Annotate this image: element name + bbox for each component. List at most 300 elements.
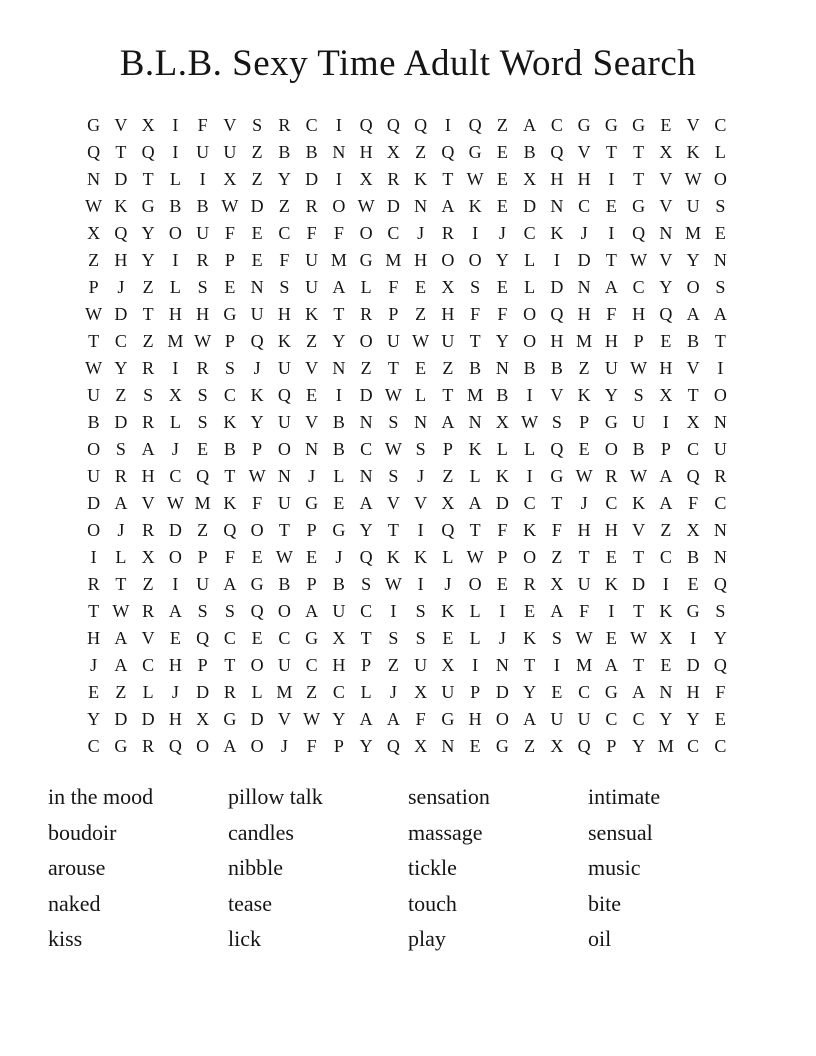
grid-cell: O: [250, 655, 264, 675]
grid-cell: O: [441, 250, 455, 270]
grid-cell: Y: [332, 709, 346, 729]
grid-cell: E: [496, 277, 508, 297]
grid-cell: W: [630, 250, 648, 270]
grid-cell: U: [223, 142, 237, 162]
grid-cell: N: [713, 250, 727, 270]
word-search-grid: [80, 112, 734, 760]
grid-cell: J: [417, 223, 425, 243]
grid-cell: K: [277, 331, 291, 351]
grid-cell: Z: [415, 142, 427, 162]
grid-cell: Q: [713, 655, 727, 675]
grid-cell: W: [575, 466, 593, 486]
grid-cell: V: [686, 115, 700, 135]
grid-cell: U: [305, 277, 319, 297]
grid-cell: N: [87, 169, 101, 189]
grid-cell: Z: [524, 736, 536, 756]
grid-cell: K: [686, 142, 700, 162]
grid-cell: R: [142, 736, 155, 756]
grid-cell: U: [277, 655, 291, 675]
grid-cell: H: [659, 358, 673, 378]
grid-cell: S: [143, 385, 154, 405]
grid-cell: G: [632, 115, 646, 135]
grid-cell: B: [687, 547, 700, 567]
grid-cell: U: [713, 439, 727, 459]
grid-cell: J: [498, 223, 506, 243]
grid-cell: E: [224, 277, 236, 297]
grid-cell: Q: [659, 304, 673, 324]
grid-cell: D: [114, 412, 128, 432]
grid-cell: C: [659, 547, 672, 567]
grid-cell: I: [172, 574, 179, 594]
grid-cell: U: [577, 709, 591, 729]
grid-cell: W: [221, 196, 239, 216]
grid-cell: S: [415, 601, 426, 621]
grid-cell: O: [713, 169, 727, 189]
grid-cell: N: [441, 736, 455, 756]
grid-cell: H: [277, 304, 291, 324]
grid-cell: H: [686, 682, 700, 702]
grid-cell: O: [604, 439, 618, 459]
grid-cell: M: [167, 331, 184, 351]
grid-cell: M: [576, 655, 593, 675]
grid-cell: I: [662, 574, 669, 594]
grid-cell: M: [385, 250, 402, 270]
grid-cell: J: [117, 277, 125, 297]
grid-cell: S: [633, 385, 644, 405]
grid-cell: T: [142, 304, 154, 324]
grid-cell: N: [359, 412, 373, 432]
grid-cell: U: [305, 250, 319, 270]
grid-cell: A: [550, 601, 564, 621]
grid-cell: T: [633, 655, 645, 675]
grid-cell: S: [197, 277, 208, 297]
grid-cell: W: [466, 547, 484, 567]
grid-cell: N: [414, 196, 428, 216]
word-list-column: [588, 779, 768, 957]
grid-cell: L: [496, 439, 508, 459]
grid-cell: R: [278, 115, 291, 135]
grid-cell: Z: [360, 358, 372, 378]
grid-cell: E: [605, 547, 617, 567]
grid-cell: D: [386, 196, 400, 216]
grid-cell: I: [662, 412, 669, 432]
grid-cell: A: [604, 277, 618, 297]
grid-cell: X: [414, 682, 428, 702]
grid-cell: A: [223, 574, 237, 594]
word-list-item: naked: [48, 890, 101, 916]
grid-cell: B: [332, 574, 345, 594]
grid-cell: Y: [659, 709, 673, 729]
grid-cell: K: [414, 547, 428, 567]
grid-cell: N: [713, 412, 727, 432]
grid-cell: Z: [115, 682, 127, 702]
grid-cell: H: [332, 655, 346, 675]
word-list-item: massage: [408, 819, 483, 845]
grid-cell: A: [141, 439, 155, 459]
grid-cell: Y: [141, 223, 155, 243]
grid-cell: N: [359, 466, 373, 486]
grid-cell: U: [632, 412, 646, 432]
grid-cell: H: [577, 169, 591, 189]
grid-cell: T: [687, 385, 699, 405]
grid-cell: A: [632, 682, 646, 702]
grid-cell: J: [580, 493, 588, 513]
grid-cell: M: [657, 736, 674, 756]
grid-cell: E: [660, 115, 672, 135]
grid-cell: I: [417, 520, 424, 540]
grid-cell: A: [359, 493, 373, 513]
grid-cell: Y: [659, 277, 673, 297]
grid-cell: H: [114, 250, 128, 270]
grid-cell: O: [495, 709, 509, 729]
grid-cell: J: [171, 439, 179, 459]
grid-cell: Z: [142, 574, 154, 594]
grid-cell: Y: [332, 331, 346, 351]
grid-cell: U: [414, 655, 428, 675]
grid-cell: Q: [577, 736, 591, 756]
grid-cell: S: [388, 412, 399, 432]
grid-cell: D: [495, 493, 509, 513]
grid-cell: Q: [114, 223, 128, 243]
grid-cell: T: [524, 655, 536, 675]
grid-cell: Y: [686, 250, 700, 270]
grid-cell: J: [253, 358, 261, 378]
grid-cell: C: [578, 196, 591, 216]
grid-cell: C: [523, 493, 536, 513]
grid-cell: A: [523, 115, 537, 135]
grid-cell: G: [632, 196, 646, 216]
grid-cell: F: [579, 601, 590, 621]
grid-cell: I: [90, 547, 97, 567]
grid-cell: T: [88, 601, 100, 621]
grid-cell: U: [550, 709, 564, 729]
grid-cell: E: [88, 682, 100, 702]
grid-cell: L: [360, 682, 372, 702]
grid-cell: N: [250, 277, 264, 297]
grid-cell: J: [417, 466, 425, 486]
grid-cell: O: [359, 331, 373, 351]
grid-cell: T: [442, 385, 454, 405]
grid-cell: A: [713, 304, 727, 324]
grid-cell: K: [659, 601, 673, 621]
grid-cell: P: [88, 277, 99, 297]
word-list-item: pillow talk: [228, 784, 323, 809]
grid-cell: U: [196, 574, 210, 594]
grid-cell: V: [141, 493, 155, 513]
grid-cell: V: [305, 412, 319, 432]
grid-cell: V: [277, 709, 291, 729]
grid-cell: X: [686, 520, 700, 540]
grid-cell: P: [470, 682, 481, 702]
grid-cell: Q: [223, 520, 237, 540]
grid-cell: O: [250, 736, 264, 756]
grid-cell: E: [551, 682, 563, 702]
grid-cell: G: [305, 493, 319, 513]
grid-cell: O: [686, 277, 700, 297]
grid-cell: T: [551, 493, 563, 513]
grid-cell: O: [523, 331, 537, 351]
grid-cell: F: [252, 493, 263, 513]
grid-cell: R: [605, 466, 618, 486]
grid-cell: W: [684, 169, 702, 189]
grid-cell: X: [359, 169, 373, 189]
grid-cell: P: [197, 547, 208, 567]
grid-cell: Q: [632, 223, 646, 243]
grid-cell: D: [632, 574, 646, 594]
grid-cell: P: [306, 520, 317, 540]
grid-cell: S: [415, 628, 426, 648]
grid-cell: B: [332, 412, 345, 432]
grid-cell: T: [578, 547, 590, 567]
grid-cell: H: [196, 304, 210, 324]
word-list-item: tickle: [408, 855, 457, 881]
grid-cell: C: [360, 601, 373, 621]
grid-cell: R: [87, 574, 100, 594]
grid-cell: F: [470, 304, 481, 324]
grid-cell: O: [87, 520, 101, 540]
grid-cell: N: [713, 520, 727, 540]
grid-cell: Q: [441, 142, 455, 162]
grid-cell: E: [714, 709, 726, 729]
grid-cell: U: [277, 493, 291, 513]
grid-cell: G: [468, 142, 482, 162]
grid-cell: I: [526, 466, 533, 486]
grid-cell: L: [524, 250, 536, 270]
grid-cell: U: [277, 358, 291, 378]
grid-cell: D: [495, 682, 509, 702]
grid-cell: F: [551, 520, 562, 540]
grid-cell: U: [686, 196, 700, 216]
grid-cell: A: [359, 709, 373, 729]
word-list-item: intimate: [588, 784, 661, 809]
grid-cell: C: [632, 277, 645, 297]
grid-cell: P: [333, 736, 344, 756]
grid-cell: E: [496, 574, 508, 594]
word-list-column: [228, 779, 408, 957]
grid-cell: U: [87, 385, 101, 405]
grid-cell: O: [468, 250, 482, 270]
grid-cell: P: [579, 412, 590, 432]
grid-cell: E: [660, 655, 672, 675]
grid-cell: I: [553, 250, 560, 270]
grid-cell: W: [630, 358, 648, 378]
grid-cell: K: [414, 169, 428, 189]
grid-cell: F: [688, 493, 699, 513]
grid-cell: T: [633, 601, 645, 621]
grid-cell: C: [550, 115, 563, 135]
grid-cell: V: [141, 628, 155, 648]
grid-cell: G: [577, 115, 591, 135]
grid-cell: P: [606, 736, 617, 756]
grid-cell: C: [360, 439, 373, 459]
grid-cell: P: [306, 574, 317, 594]
grid-cell: I: [690, 628, 697, 648]
grid-cell: T: [605, 250, 617, 270]
grid-cell: J: [171, 682, 179, 702]
grid-cell: C: [278, 628, 291, 648]
grid-cell: P: [660, 439, 671, 459]
grid-cell: I: [526, 385, 533, 405]
grid-cell: G: [441, 709, 455, 729]
grid-cell: S: [361, 574, 372, 594]
grid-cell: W: [248, 466, 266, 486]
grid-cell: K: [495, 466, 509, 486]
grid-cell: E: [660, 331, 672, 351]
grid-cell: K: [550, 223, 564, 243]
grid-cell: R: [142, 412, 155, 432]
grid-cell: T: [224, 655, 236, 675]
grid-cell: P: [442, 439, 453, 459]
word-list-item: boudoir: [48, 819, 117, 845]
grid-cell: S: [715, 601, 726, 621]
grid-cell: C: [305, 115, 318, 135]
grid-cell: Z: [387, 655, 399, 675]
grid-cell: T: [224, 466, 236, 486]
grid-cell: Y: [277, 169, 291, 189]
grid-cell: E: [524, 601, 536, 621]
grid-cell: D: [250, 196, 264, 216]
grid-cell: I: [335, 115, 342, 135]
grid-cell: H: [87, 628, 101, 648]
grid-cell: Z: [197, 520, 209, 540]
grid-cell: Q: [414, 115, 428, 135]
grid-cell: K: [223, 493, 237, 513]
grid-cell: V: [632, 520, 646, 540]
grid-cell: A: [114, 628, 128, 648]
grid-cell: T: [633, 169, 645, 189]
grid-cell: S: [115, 439, 126, 459]
grid-cell: I: [553, 655, 560, 675]
grid-cell: L: [169, 412, 181, 432]
word-list-item: lick: [228, 926, 261, 952]
grid-cell: Z: [306, 331, 318, 351]
grid-cell: I: [172, 358, 179, 378]
grid-cell: F: [306, 736, 317, 756]
grid-cell: I: [172, 142, 179, 162]
grid-cell: Q: [550, 142, 564, 162]
grid-cell: I: [608, 223, 615, 243]
grid-cell: N: [332, 142, 346, 162]
word-list-item: sensation: [408, 784, 490, 809]
grid-cell: A: [386, 709, 400, 729]
grid-cell: Q: [386, 736, 400, 756]
grid-cell: I: [472, 655, 479, 675]
grid-cell: Y: [359, 520, 373, 540]
grid-cell: J: [117, 520, 125, 540]
grid-cell: D: [168, 520, 182, 540]
word-list-item: sensual: [588, 819, 653, 845]
grid-cell: X: [141, 115, 155, 135]
grid-cell: I: [608, 601, 615, 621]
grid-cell: E: [251, 547, 263, 567]
grid-cell: U: [386, 331, 400, 351]
grid-cell: C: [714, 115, 727, 135]
grid-cell: L: [524, 439, 536, 459]
grid-cell: K: [523, 628, 537, 648]
grid-cell: A: [604, 655, 618, 675]
grid-cell: X: [495, 412, 509, 432]
grid-cell: G: [250, 574, 264, 594]
grid-cell: B: [305, 142, 318, 162]
grid-cell: D: [359, 385, 373, 405]
grid-cell: K: [523, 520, 537, 540]
grid-cell: G: [550, 466, 564, 486]
grid-cell: H: [168, 304, 182, 324]
grid-cell: X: [686, 412, 700, 432]
grid-cell: D: [196, 682, 210, 702]
grid-cell: X: [659, 385, 673, 405]
grid-cell: Y: [686, 709, 700, 729]
grid-cell: S: [279, 277, 290, 297]
grid-cell: O: [713, 385, 727, 405]
grid-cell: D: [686, 655, 700, 675]
grid-cell: Q: [168, 736, 182, 756]
grid-cell: M: [685, 223, 702, 243]
grid-cell: T: [142, 169, 154, 189]
grid-cell: S: [470, 277, 481, 297]
grid-cell: V: [386, 493, 400, 513]
grid-cell: F: [715, 682, 726, 702]
grid-cell: F: [224, 547, 235, 567]
grid-cell: Q: [550, 439, 564, 459]
grid-cell: D: [114, 304, 128, 324]
grid-cell: F: [497, 304, 508, 324]
grid-cell: J: [444, 574, 452, 594]
grid-cell: Q: [550, 304, 564, 324]
grid-cell: P: [633, 331, 644, 351]
grid-cell: R: [196, 358, 209, 378]
grid-cell: A: [114, 493, 128, 513]
grid-cell: F: [279, 250, 290, 270]
grid-cell: S: [224, 358, 235, 378]
grid-cell: S: [388, 628, 399, 648]
grid-cell: H: [604, 520, 618, 540]
grid-cell: I: [717, 358, 724, 378]
grid-cell: X: [659, 628, 673, 648]
grid-cell: I: [417, 574, 424, 594]
grid-cell: G: [87, 115, 101, 135]
grid-cell: L: [714, 142, 726, 162]
grid-cell: O: [168, 547, 182, 567]
grid-cell: N: [277, 466, 291, 486]
grid-cell: M: [330, 250, 347, 270]
grid-cell: Q: [359, 115, 373, 135]
grid-cell: X: [550, 574, 564, 594]
grid-cell: X: [332, 628, 346, 648]
grid-cell: L: [251, 682, 263, 702]
grid-cell: C: [714, 736, 727, 756]
grid-cell: Q: [87, 142, 101, 162]
grid-cell: S: [388, 466, 399, 486]
grid-cell: F: [388, 277, 399, 297]
grid-cell: M: [576, 331, 593, 351]
grid-cell: E: [578, 439, 590, 459]
grid-cell: W: [166, 493, 184, 513]
word-list-item: arouse: [48, 855, 106, 881]
grid-cell: B: [278, 142, 291, 162]
word-list-item: music: [588, 855, 641, 881]
grid-cell: K: [632, 493, 646, 513]
grid-cell: X: [441, 493, 455, 513]
grid-cell: M: [194, 493, 211, 513]
grid-cell: Y: [713, 628, 727, 648]
grid-cell: O: [332, 196, 346, 216]
grid-cell: L: [469, 628, 481, 648]
grid-cell: V: [659, 196, 673, 216]
word-list-item: kiss: [48, 926, 83, 952]
word-list-item: nibble: [228, 855, 283, 881]
grid-cell: E: [251, 628, 263, 648]
